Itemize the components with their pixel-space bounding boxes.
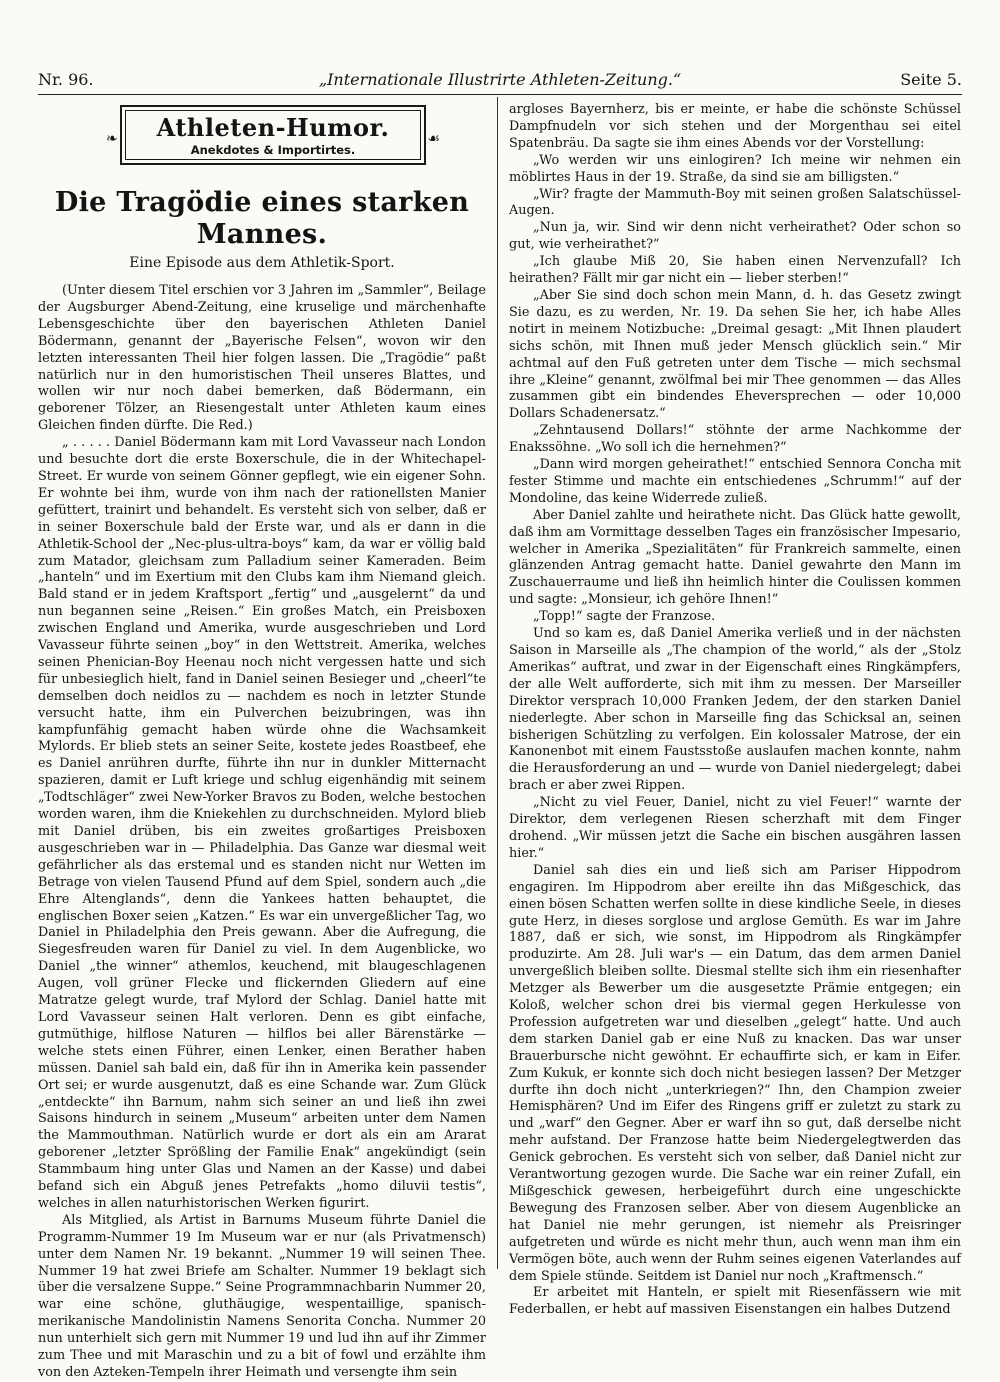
paragraph: Er arbeitet mit Hanteln, er spielt mit Riesenfässern wie mit Federballen, er hebt auf massiven Eisenstangen ein halbes Dutzend bbox=[509, 1285, 961, 1318]
paragraph: (Unter diesem Titel erschien vor 3 Jahren im „Sammler“, Beilage der Augsburger Abend-Zeitung, eine kruselige und märchenhafte Lebensgeschichte über den bayerischen Athleten Daniel Bödermann, genannt der „Bayerische Felsen“, wovon wir den letzten interessanten Theil hier folgen lassen. Die „Tragödie“ paßt natürlich nur in den humoristischen Theil unseres Blattes, und wollen wir nur noch dabei bemerken, daß Bödermann, ein geborener Tölzer, an Riesengestalt unter Athleten kaum eines Gleichen finden dürfte. Die Red.) bbox=[38, 283, 486, 434]
ornament-right-icon: ☙ bbox=[427, 131, 440, 147]
section-title: Athleten-Humor. bbox=[156, 113, 390, 142]
article-title: Die Tragödie eines starken Mannes. bbox=[54, 187, 470, 250]
section-banner bbox=[106, 105, 440, 165]
paragraph: „Wir? fragte der Mammuth-Boy mit seinen großen Salatschüssel-Augen. bbox=[509, 186, 961, 219]
page-header bbox=[38, 68, 962, 92]
paragraph: „Topp!“ sagte der Franzose. bbox=[533, 609, 716, 625]
column-divider bbox=[497, 97, 498, 1269]
page-number: Seite 5. bbox=[900, 70, 962, 89]
paragraph: „ . . . . . Daniel Bödermann kam mit Lord Vavasseur nach London und besuchte dort die erste Boxerschule, die in der Whitechapel-Street. Er wurde von seinem Gönner gepflegt, wie ein eigener Sohn. Er wohnte bei ihm, wurde von ihm nach der rationellsten Manier gefüttert, trainirt und behandelt. Es versteht sich von selber, daß er in seiner Boxerschule bald der Erste war, und als er dann in die Athletik-School der „Nec-plus-ultra-boys“ kam, da war er völlig bald zum Matador, gleichsam zum Palladium seiner Kameraden. Beim „hanteln“ und im Exertium mit den Clubs kam ihm Niemand gleich. Bald stand er in jedem Kraftsport „fertig“ und „ausgelernt“ da und nun begannen seine „Reisen.“ Ein großes Match, ein Preisboxen zwischen England und Amerika, wurde ausgeschrieben und Lord Vavasseur führte seinen „boy“ in den Wettstreit. Amerika, welches seinen Phenician-Boy Heenau noch nicht vergessen hatte und sich für unbesieglich hielt, fand in Daniel seinen Besieger und „cheerl“te demselben doch neidlos zu — nachdem es noch in letzter Stunde versucht hatte, ihm ein Pulverchen beizubringen, was ihn kampfunfähig gemacht haben würde ohne die Wachsamkeit Mylords. Er blieb stets an seiner Seite, kostete jedes Roastbeef, ehe es Daniel anrühren durfte, führte ihn nur in dunkler Mitternacht spazieren, damit er Luft kriege und schlug eigenhändig mit seinem „Todtschläger“ zwei New-Yorker Bravos zu Boden, welche bestochen worden waren, ihm die Kniekehlen zu durchschneiden. Mylord blieb mit Daniel drüben, bis ein zweites großartiges Preisboxen ausgeschrieben war in — Philadelphia. Das Ganze war diesmal weit gefährlicher als das erstemal und es standen nicht nur Wetten im Betrage von vielen Tausend Pfund auf dem Spiel, sondern auch „die Ehre Altenglands“, denn die Yankees hatten behauptet, die englischen Boxer seien „Katzen.“ Es war ein unvergeßlicher Tag, wo Daniel in Philadelphia den Preis gewann. Aber die Aufregung, die Siegesfreuden waren für Daniel zu viel. In dem Augenblicke, wo Daniel „the winner“ athemlos, keuchend, mit blaugeschlagenen Augen, voll grüner Flecke und flickernden Gliedern auf eine Matratze gelegt wurde, traf Mylord der Schlag. Daniel hatte mit Lord Vavasseur seinen Halt verloren. Denn es gibt einfache, gutmüthige, hilflose Naturen — hilflos bei aller Bärenstärke — welche stets einen Führer, einen Lenker, einen Berather haben müssen. Daniel sah bald ein, daß für ihn in Amerika kein passender Ort sei; er wurde ausgenutzt, daß es eine Schande war. Zum Glück „entdeckte“ ihn Barnum, nahm sich seiner an und ließ ihn zwei Saisons hindurch in seinem „Museum“ arbeiten unter dem Namen the Mammouthman. Natürlich wurde er dort als ein am Ararat geborener „letzter Sprößling der Familie Enak“ angekündigt (sein Stammbaum hing unter Glas und Namen an der Kasse) und dabei befand sich ein Abguß jenes Petrefakts „homo diluvii testis“, welches in allen naturhistorischen Werken figurirt. bbox=[38, 435, 486, 1211]
paragraph: „Ich glaube Miß 20, Sie haben einen Nervenzufall? Ich heirathen? Fällt mir gar nicht ein — lieber sterben!“ bbox=[509, 254, 961, 287]
newspaper-name: „Internationale Illustrirte Athleten-Zeitung.“ bbox=[318, 70, 682, 89]
paragraph: „Dann wird morgen geheirathet!“ entschied Sennora Concha mit fester Stimme und machte ein entschiedenes „Schrumm!“ auf der Mondoline, das keine Widerrede zuließ. bbox=[509, 457, 961, 506]
paragraph: Aber Daniel zahlte und heirathete nicht. Das Glück hatte gewollt, daß ihm am Vormittage desselben Tages ein französischer Impesario, welcher in Amerika „Spezialitäten“ für Frankreich sammelte, einen glänzenden Antrag gemacht hatte. Daniel gewahrte den Mann im Zuschauerraume und ließ ihn heimlich hinter die Coulissen kommen und sagte: „Monsieur, ich gehöre Ihnen!“ bbox=[509, 507, 961, 608]
paragraph: „Zehntausend Dollars!“ stöhnte der arme Nachkomme der Enakssöhne. „Wo soll ich die hernehmen?“ bbox=[509, 423, 961, 456]
section-subtitle: Anekdotes & Importirtes. bbox=[190, 143, 356, 157]
paragraph: „Aber Sie sind doch schon mein Mann, d. h. das Gesetz zwingt Sie dazu, es zu werden, Nr. 19. Da sehen Sie her, ich habe Alles notirt in meinem Notizbuche: „Dreimal gesagt: „Mit Ihnen plaudert sichs schön, mit Ihnen muß jeder Mensch glücklich sein.“ Mir achtmal auf den Fuß getreten unter dem Tische — mich sechsmal ihre „Kleine“ genannt, zwölfmal bei mir Thee genommen — das Alles zusammen gibt ein bindendes Eheversprechen — oder 10,000 Dollars Schadenersatz.“ bbox=[509, 287, 961, 422]
article-subtitle: Eine Episode aus dem Athletik-Sport. bbox=[129, 255, 395, 271]
paragraph: „Nicht zu viel Feuer, Daniel, nicht zu viel Feuer!“ warnte der Direktor, dem verlegenen Riesen scherzhaft mit dem Finger drohend. „Wir müssen jetzt die Sache ein bischen ausgähren lassen hier.“ bbox=[509, 795, 961, 861]
paragraph: Und so kam es, daß Daniel Amerika verließ und in der nächsten Saison in Marseille als „The champion of the world,“ als der „Stolz Amerikas“ auftrat, und zwar in der Eigenschaft eines Ringkämpfers, der alle Welt aufforderte, sich mit ihm zu messen. Der Marseiller Direktor versprach 10,000 Franken Jedem, der den starken Daniel niederlegte. Aber schon in Marseille fing das Schicksal an, seinen bisherigen Schützling zu verfolgen. Ein kolossaler Matrose, der ein Kanonenbot mit einem Faustsstoße auslaufen machen konnte, nahm die Herausforderung an und — wurde von Daniel niedergelegt; dabei brach er aber zwei Rippen. bbox=[509, 626, 961, 794]
issue-number: Nr. 96. bbox=[38, 70, 94, 89]
paragraph: Als Mitglied, als Artist in Barnums Museum führte Daniel die Programm-Nummer 19 Im Museum war er nur (als Privatmensch) unter dem Namen Nr. 19 bekannt. „Nummer 19 will seinen Thee. Nummer 19 hat zwei Briefe am Schalter. Nummer 19 beklagt sich über die versalzene Suppe.“ Seine Programmnachbarin Nummer 20, war eine schöne, gluthäugige, wespentaillige, spanisch-merikanische Mandolinistin Namens Senorita Concha. Nummer 20 nun unterhielt sich gern mit Nummer 19 und lud ihn auf ihr Zimmer zum Thee und mit Maraschin und zu a bit of fowl und erzählte ihm von den Azteken-Tempeln ihrer Heimath und versengte ihm sein bbox=[38, 1212, 486, 1380]
paragraph: „Nun ja, wir. Sind wir denn nicht verheirathet? Oder schon so gut, wie verheirathet?“ bbox=[509, 220, 961, 253]
left-column bbox=[38, 95, 486, 1382]
paragraph: „Wo werden wir uns einlogiren? Ich meine wir nehmen ein möblirtes Haus in der 19. Straße, da sind sie am billigsten.“ bbox=[509, 152, 961, 185]
paragraph: Daniel sah dies ein und ließ sich am Pariser Hippodrom engagiren. Im Hippodrom aber ereilte ihn das Mißgeschick, das einen bösen Schatten werfen sollte in diese kindliche Seele, in dieses gute Herz, in dieses sorglose und arglose Gemüth. Es war im Jahre 1887, daß er sich, wie sonst, im Hippodrom als Ringkämpfer produzirte. Am 28. Juli war's — ein Datum, das dem armen Daniel unvergeßlich bleiben sollte. Diesmal stellte sich ihm ein riesenhafter Metzger als Bewerber um die ausgesetzte Prämie entgegen; ein Koloß, welcher schon drei bis viermal gegen Herkulesse von Profession aufgetreten war und dieselben „gelegt“ hatte. Und auch dem starken Daniel gab er eine Nuß zu knacken. Das war unser Brauerbursche nicht gewöhnt. Er echauffirte sich, er kam in Eifer. Zum Kukuk, er konnte sich doch nicht besiegen lassen? Der Metzger durfte ihn doch nicht „unterkriegen?“ Ihn, den Champion zweier Hemisphären? Und im Eifer des Ringens griff er zuletzt zu stark zu und „warf“ den Gegner. Aber er warf ihn so gut, daß derselbe nicht mehr aufstand. Der Franzose hatte beim Niedergelegtwerden das Genick gebrochen. Es versteht sich von selber, daß Daniel nicht zur Verantwortung gezogen wurde. Die Sache war ein reiner Zufall, ein Mißgeschick gewesen, herbeigeführt durch eine ungeschickte Bewegung des Franzosen selber. Aber von diesem Augenblicke an hat Daniel nie mehr gerungen, ist niemehr als Preisringer aufgetreten und würde es nicht mehr thun, auch wenn man ihm ein Vermögen böte, auch wenn der Ruhm seines eigenen Vaterlandes auf dem Spiele stünde. Seitdem ist Daniel nur noch „Kraftmensch.“ bbox=[509, 862, 961, 1284]
right-column bbox=[509, 102, 961, 1319]
ornament-left-icon: ❧ bbox=[106, 131, 118, 147]
paragraph: argloses Bayernherz, bis er meinte, er habe die schönste Schüssel Dampfnudeln vor sich stehen und der Morgenthau sei eitel Spatenbräu. Da sagte sie ihm eines Abends vor der Vorstellung: bbox=[509, 102, 961, 151]
